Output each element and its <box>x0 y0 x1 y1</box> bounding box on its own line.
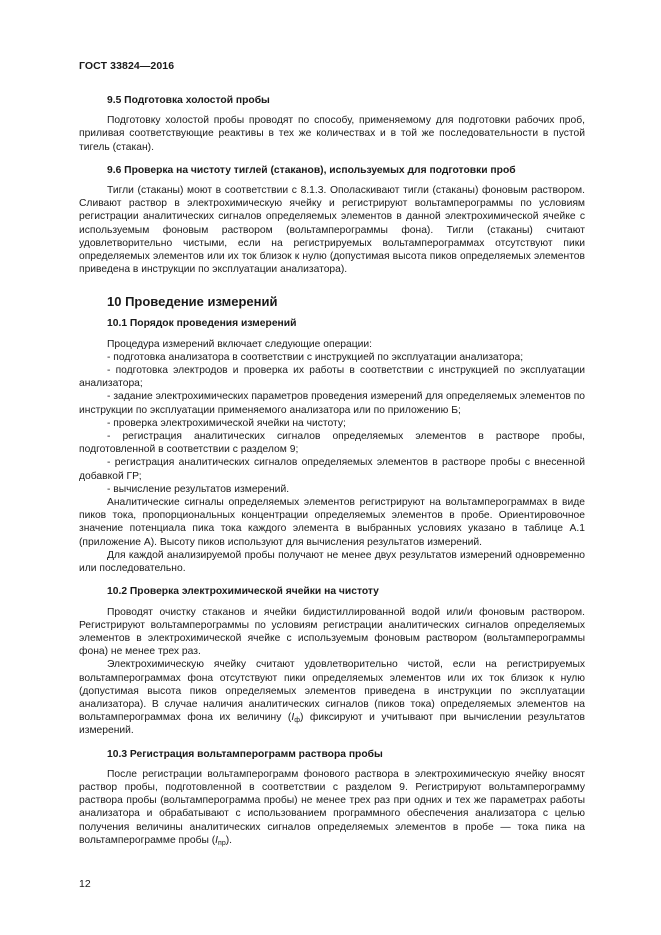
section-9-5-title: 9.5 Подготовка холостой пробы <box>107 95 270 106</box>
current-symbol: I <box>291 712 295 724</box>
section-10-2-paragraph-2 <box>79 658 585 737</box>
section-10-title: 10 Проведение измерений <box>107 294 278 310</box>
paragraph-tail: ). <box>225 834 233 846</box>
paragraph-text: Электрохимическую ячейку считают удовлетворительно чистой, если на регистрируемых вольтамперограммах фона отсутствуют пики определяемых элементов или их ток близок к нулю (допустимая высота пиков определяемых элементов приведена в инструкции по эксплуатации анализатора). В случае наличия аналитических сигналов (пиков тока) определяемых элементов на вольтамперограммах фона их величину ( <box>79 659 585 724</box>
list-item: - вычисление результатов измерений. <box>107 483 290 495</box>
list-item: - подготовка электродов и проверка их работы в соответствии с инструкцией по эксплуатации анализатора; <box>79 365 585 390</box>
section-10-2-title: 10.2 Проверка электрохимической ячейки на чистоту <box>107 586 379 598</box>
section-9-6-paragraph: Тигли (стаканы) моют в соответствии с 8.1.3. Ополаскивают тигли (стаканы) фоновым раствором. Сливают раствор в электрохимическую ячейку и регистрируют вольтамперограммы по условиям регистрации аналитических сигналов определяемых элементов в данной электрохимической ячейке с используемым фоновым раствором (вольтамперограммы фона). Тигли (стаканы) считают удовлетворительно чистыми, если на регистрируемых вольтамперограммах отсутствуют пики определяемых элементов или их ток близок к нулю (допустимая высота пиков определяемых элементов приведена в инструкции по эксплуатации анализатора). <box>79 185 585 276</box>
list-item: - задание электрохимических параметров проведения измерений для определяемых элементов по инструкции по эксплуатации применяемого анализатора или по приложению Б; <box>79 391 585 416</box>
section-10-1-intro: Процедура измерений включает следующие операции: <box>107 338 373 350</box>
section-9-6-title: 9.6 Проверка на чистоту тиглей (стаканов), используемых для подготовки проб <box>107 164 516 176</box>
paragraph-tail: ) фиксируют и учитывают при вычислении результатов измерений. <box>79 712 585 737</box>
section-10-1-paragraph: Аналитические сигналы определяемых элементов регистрируют на вольтамперограммах в виде пиков тока, пропорциональных концентрации определяемых элементов в пробе. Ориентировочное значение потенциала пика тока каждого элемента в выбранных условиях указано в таблице А.1 (приложение А). Высоту пиков используют для вычисления результатов измерений. <box>79 497 585 548</box>
section-10-1-title: 10.1 Порядок проведения измерений <box>107 318 297 330</box>
current-symbol: I <box>215 834 219 846</box>
current-subscript: ф <box>294 717 300 725</box>
section-10-2-paragraph: Проводят очистку стаканов и ячейки бидистиллированной водой или/и фоновым раствором. Регистрируют вольтамперограммы по условиям регистрации аналитических сигналов определяемых элементов в электрохимической ячейке с используемым фоновым раствором (вольтамперограммы фона) не менее трех раз. <box>79 606 585 658</box>
section-9-5-paragraph: Подготовку холостой пробы проводят по способу, применяемому для подготовки рабочих проб, приливая соответствующие реактивы в тех же количествах и в той же последовательности в пустой тигель (стакан). <box>79 115 585 153</box>
section-10-3-title: 10.3 Регистрация вольтамперограмм раствора пробы <box>107 748 383 760</box>
list-item: - проверка электрохимической ячейки на чистоту; <box>107 417 346 429</box>
list-item: - регистрация аналитических сигналов определяемых элементов в растворе пробы с внесенной добавкой ГР; <box>79 457 585 482</box>
list-item: - регистрация аналитических сигналов определяемых элементов в растворе пробы, подготовленной в соответствии с разделом 9; <box>79 431 585 456</box>
standard-header: ГОСТ 33824—2016 <box>79 60 175 72</box>
list-item: - подготовка анализатора в соответствии с инструкцией по эксплуатации анализатора; <box>107 351 524 363</box>
section-10-1-paragraph: Для каждой анализируемой пробы получают не менее двух результатов измерений одновременно или последовательно. <box>79 549 585 575</box>
paragraph-text: После регистрации вольтамперограмм фонового раствора в электрохимическую ячейку вносят раствор пробы, подготовленной в соответствии с разделом 9. Регистрируют вольтамперограмму раствора пробы (вольтамперограмма пробы) не менее трех раз при одних и тех же параметрах работы анализатора и обрабатывают с использованием программного обеспечения анализатора с целью получения величины аналитических сигналов определяемых элементов в пробе — тока пика на вольтамперограмме пробы ( <box>79 768 585 846</box>
page-number: 12 <box>79 878 91 890</box>
section-10-3-paragraph <box>79 768 585 847</box>
current-subscript: пр <box>218 839 226 847</box>
page-content <box>79 94 585 847</box>
